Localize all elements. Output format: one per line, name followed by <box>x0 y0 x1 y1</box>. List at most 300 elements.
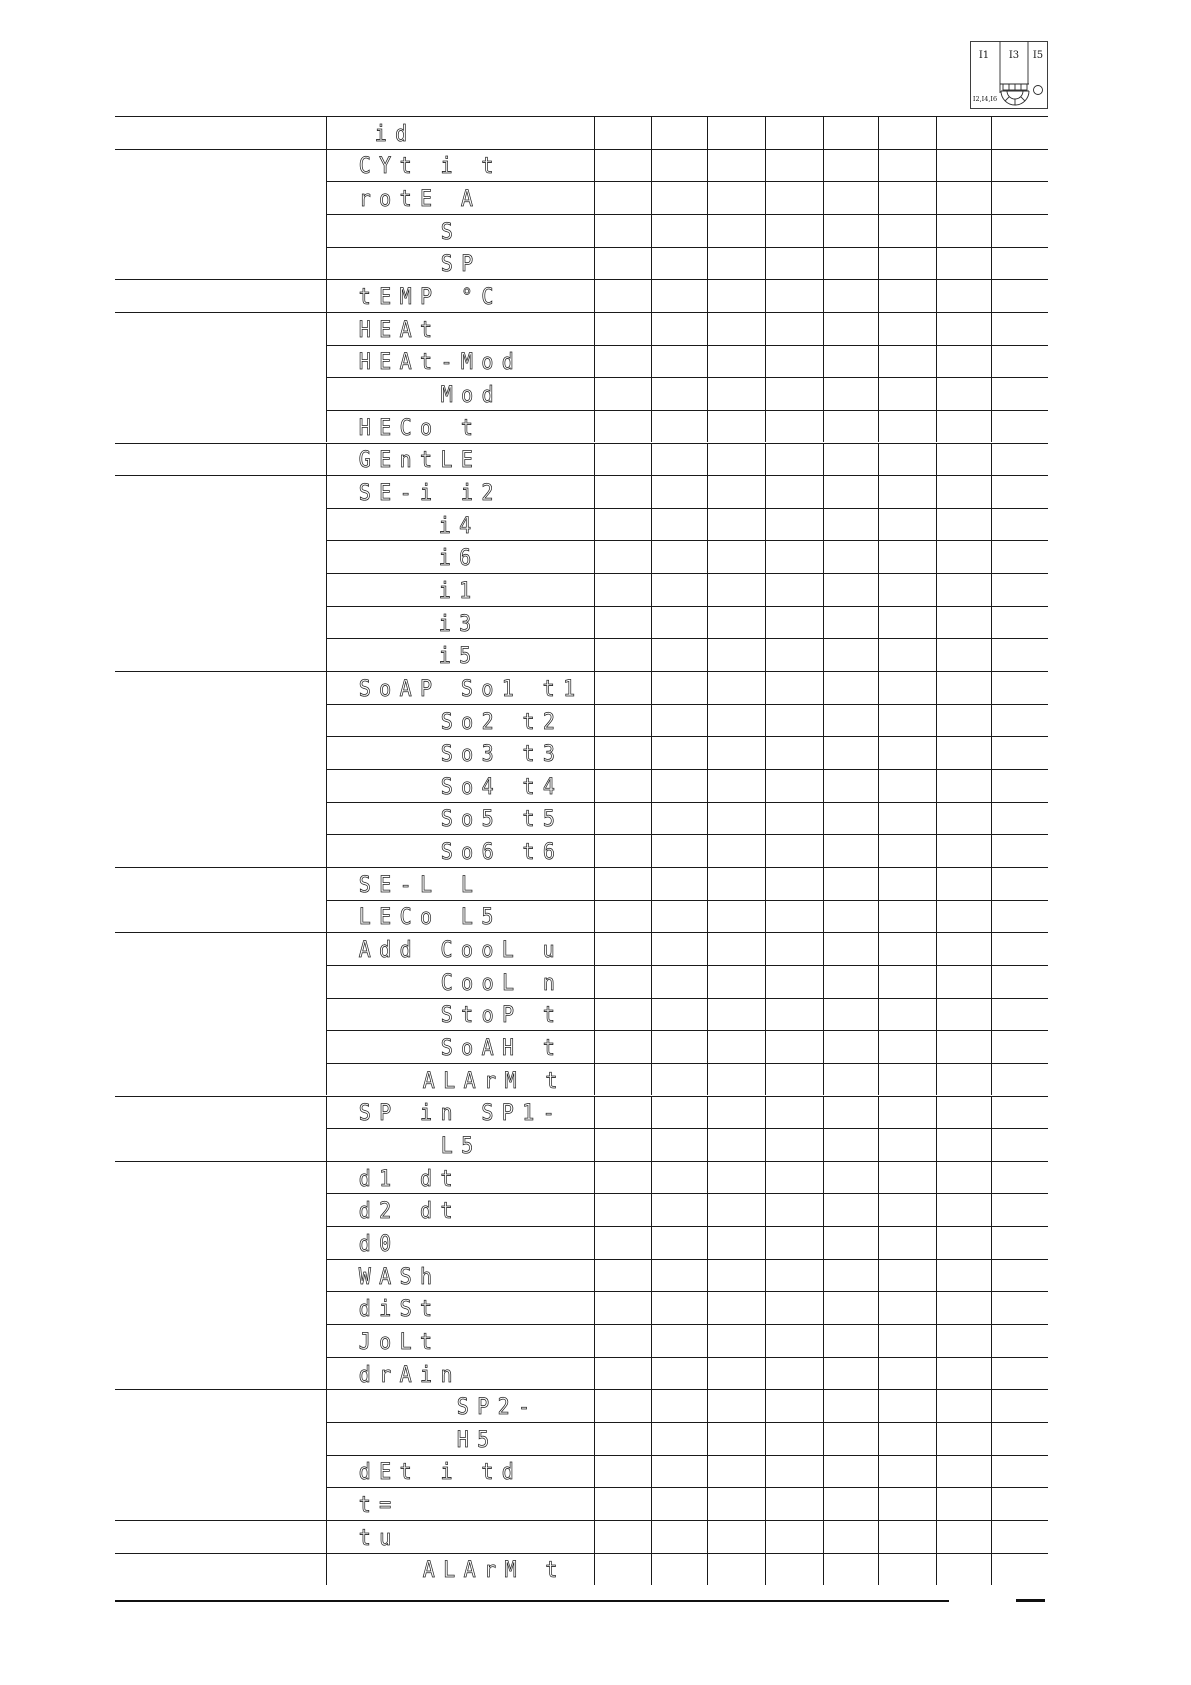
value-cell <box>991 1097 1048 1129</box>
display-code-cell <box>326 182 595 214</box>
value-cell <box>991 541 1048 573</box>
value-cell <box>936 1129 991 1161</box>
value-cell <box>936 476 991 508</box>
value-cell <box>936 1554 991 1586</box>
value-cell <box>991 509 1048 541</box>
value-cell <box>991 835 1048 867</box>
parameter-row <box>326 1193 1048 1226</box>
display-code: So6 t6 <box>440 837 564 865</box>
value-cell <box>823 313 878 345</box>
display-code-cell <box>326 1129 595 1161</box>
value-cell <box>878 737 936 769</box>
value-cell <box>594 313 651 345</box>
value-cell <box>823 1194 878 1226</box>
drum-spoke <box>1021 97 1025 101</box>
value-cell <box>823 1488 878 1520</box>
value-cell <box>878 672 936 704</box>
value-cell <box>823 1031 878 1063</box>
value-cell <box>991 966 1048 998</box>
display-code: L5 <box>440 1131 482 1159</box>
parameter-row <box>326 671 1048 704</box>
display-code-cell <box>326 1227 595 1259</box>
compartment-label-1: I1 <box>978 50 990 61</box>
parameter-row <box>326 834 1048 867</box>
display-code: id <box>374 119 416 147</box>
value-cell <box>936 1325 991 1357</box>
value-cell <box>936 803 991 835</box>
display-code: S <box>440 217 462 245</box>
value-cell <box>878 182 936 214</box>
value-cell <box>594 215 651 247</box>
parameter-row <box>326 867 1048 900</box>
value-cell <box>765 150 823 182</box>
group-label-cell <box>115 1096 326 1161</box>
display-code-cell <box>326 215 595 247</box>
value-cell <box>594 182 651 214</box>
value-cell <box>878 444 936 476</box>
display-code-cell <box>326 1097 595 1129</box>
parameter-row <box>326 1487 1048 1520</box>
parameter-row <box>326 1553 1048 1586</box>
parameter-row <box>326 1030 1048 1063</box>
value-cell <box>651 117 707 149</box>
display-code-cell <box>326 705 595 737</box>
value-cell <box>651 1227 707 1259</box>
value-cell <box>651 1129 707 1161</box>
parameter-row <box>326 965 1048 998</box>
value-cell <box>936 509 991 541</box>
value-cell <box>765 313 823 345</box>
display-code: SoAH t <box>440 1033 564 1061</box>
display-code-cell <box>326 901 595 933</box>
value-cell <box>765 1162 823 1194</box>
value-cell <box>765 509 823 541</box>
parameter-row <box>326 638 1048 671</box>
value-cell <box>765 705 823 737</box>
value-cell <box>707 1227 765 1259</box>
parameter-row <box>326 736 1048 769</box>
value-cell <box>594 1390 651 1422</box>
value-cell <box>651 1423 707 1455</box>
display-code-cell <box>326 868 595 900</box>
display-code-cell <box>326 835 595 867</box>
display-code-cell <box>326 737 595 769</box>
value-cell <box>651 705 707 737</box>
value-cell <box>878 803 936 835</box>
value-cell <box>765 346 823 378</box>
group-label-cell <box>115 1161 326 1390</box>
display-code: So5 t5 <box>440 805 564 832</box>
value-cell <box>707 1194 765 1226</box>
value-cell <box>594 1292 651 1324</box>
value-cell <box>651 411 707 443</box>
parameter-row <box>326 900 1048 933</box>
value-cell <box>878 901 936 933</box>
value-cell <box>651 1194 707 1226</box>
value-cell <box>765 1521 823 1553</box>
value-cell <box>991 150 1048 182</box>
value-cell <box>991 770 1048 802</box>
value-cell <box>936 933 991 965</box>
value-cell <box>707 1423 765 1455</box>
group-label-cell <box>115 867 326 932</box>
value-cell <box>651 1064 707 1096</box>
display-code-cell <box>326 639 595 671</box>
parameter-row <box>326 704 1048 737</box>
value-cell <box>823 770 878 802</box>
value-cell <box>991 1292 1048 1324</box>
value-cell <box>823 509 878 541</box>
value-cell <box>991 672 1048 704</box>
value-cell <box>707 835 765 867</box>
value-cell <box>823 1456 878 1488</box>
display-code: StoP t <box>440 1000 564 1028</box>
value-cell <box>765 1031 823 1063</box>
value-cell <box>991 999 1048 1031</box>
compartment-label-5: I5 <box>1032 50 1044 61</box>
value-cell <box>651 248 707 280</box>
display-code-cell <box>326 1456 595 1488</box>
display-code: i1 <box>438 576 480 604</box>
value-cell <box>991 411 1048 443</box>
value-cell <box>707 313 765 345</box>
value-cell <box>823 835 878 867</box>
display-code-cell <box>326 541 595 573</box>
value-cell <box>878 1194 936 1226</box>
value-cell <box>594 1521 651 1553</box>
value-cell <box>936 444 991 476</box>
value-cell <box>878 378 936 410</box>
value-cell <box>823 444 878 476</box>
value-cell <box>594 835 651 867</box>
display-code: tEMP °C <box>358 282 502 310</box>
value-cell <box>594 411 651 443</box>
value-cell <box>823 966 878 998</box>
value-cell <box>765 182 823 214</box>
value-cell <box>707 1260 765 1292</box>
page-number-rule <box>1016 1599 1045 1602</box>
value-cell <box>878 1456 936 1488</box>
value-cell <box>823 1554 878 1586</box>
value-cell <box>651 1390 707 1422</box>
value-cell <box>594 1488 651 1520</box>
value-cell <box>594 1260 651 1292</box>
value-cell <box>823 737 878 769</box>
value-cell <box>765 1325 823 1357</box>
value-cell <box>707 901 765 933</box>
value-cell <box>936 1162 991 1194</box>
value-cell <box>878 574 936 606</box>
parameter-row <box>326 1226 1048 1259</box>
value-cell <box>823 1521 878 1553</box>
value-cell <box>594 1129 651 1161</box>
display-code-cell <box>326 803 595 835</box>
value-cell <box>594 672 651 704</box>
parameter-row <box>326 1063 1048 1096</box>
value-cell <box>651 509 707 541</box>
value-cell <box>936 705 991 737</box>
value-cell <box>651 901 707 933</box>
value-cell <box>878 705 936 737</box>
value-cell <box>878 639 936 671</box>
value-cell <box>823 672 878 704</box>
value-cell <box>878 999 936 1031</box>
value-cell <box>936 378 991 410</box>
value-cell <box>936 411 991 443</box>
value-cell <box>707 672 765 704</box>
value-cell <box>936 966 991 998</box>
value-cell <box>765 966 823 998</box>
value-cell <box>878 1390 936 1422</box>
drum-spoke <box>1005 97 1009 101</box>
display-code-cell <box>326 1554 595 1586</box>
value-cell <box>991 1488 1048 1520</box>
value-cell <box>765 378 823 410</box>
value-cell <box>823 1358 878 1390</box>
parameter-row <box>326 247 1048 280</box>
display-code: i6 <box>438 543 480 571</box>
display-code-cell <box>326 607 595 639</box>
value-cell <box>651 672 707 704</box>
display-code: CooL n <box>440 968 564 996</box>
display-code: t= <box>358 1490 400 1518</box>
value-cell <box>594 1554 651 1586</box>
value-cell <box>651 150 707 182</box>
value-cell <box>991 1521 1048 1553</box>
value-cell <box>707 346 765 378</box>
value-cell <box>707 444 765 476</box>
parameter-row <box>326 606 1048 639</box>
display-code-cell <box>326 933 595 965</box>
compartment-label-lower: I2,I4,I6 <box>972 95 998 103</box>
value-cell <box>765 1488 823 1520</box>
display-code-cell <box>326 378 595 410</box>
value-cell <box>707 933 765 965</box>
display-code-cell <box>326 150 595 182</box>
value-cell <box>707 999 765 1031</box>
display-code: HEAt-Mod <box>358 347 523 375</box>
value-cell <box>936 574 991 606</box>
value-cell <box>651 1358 707 1390</box>
display-code: GEntLE <box>358 445 482 473</box>
value-cell <box>765 411 823 443</box>
value-cell <box>594 901 651 933</box>
value-cell <box>651 444 707 476</box>
value-cell <box>765 117 823 149</box>
value-cell <box>936 182 991 214</box>
display-code-cell <box>326 1194 595 1226</box>
display-code: SE-i i2 <box>358 478 502 506</box>
value-cell <box>594 1194 651 1226</box>
display-code-cell <box>326 117 595 149</box>
value-cell <box>936 835 991 867</box>
value-cell <box>936 248 991 280</box>
value-cell <box>594 803 651 835</box>
display-code: JoLt <box>358 1327 441 1355</box>
value-cell <box>991 444 1048 476</box>
value-cell <box>765 1129 823 1161</box>
parameter-row <box>326 149 1048 182</box>
value-cell <box>823 182 878 214</box>
value-cell <box>823 705 878 737</box>
value-cell <box>936 1358 991 1390</box>
value-cell <box>707 803 765 835</box>
display-code: tu <box>358 1523 400 1551</box>
value-cell <box>991 901 1048 933</box>
display-code: CYt i t <box>358 152 502 179</box>
value-cell <box>765 803 823 835</box>
value-cell <box>707 607 765 639</box>
value-cell <box>765 1260 823 1292</box>
parameter-row <box>326 1520 1048 1553</box>
value-cell <box>594 248 651 280</box>
parameter-row <box>326 998 1048 1031</box>
display-code: diSt <box>358 1294 441 1322</box>
value-cell <box>823 639 878 671</box>
value-cell <box>823 803 878 835</box>
parameter-row <box>326 1096 1048 1129</box>
value-cell <box>991 280 1048 312</box>
value-cell <box>991 378 1048 410</box>
value-cell <box>823 574 878 606</box>
display-code-cell <box>326 966 595 998</box>
value-cell <box>823 541 878 573</box>
value-cell <box>765 607 823 639</box>
value-cell <box>991 1064 1048 1096</box>
value-cell <box>823 378 878 410</box>
parameter-row <box>326 1455 1048 1488</box>
value-cell <box>651 1260 707 1292</box>
value-cell <box>594 541 651 573</box>
display-code: LECo L5 <box>358 902 502 930</box>
value-cell <box>936 313 991 345</box>
value-cell <box>765 1456 823 1488</box>
value-cell <box>594 933 651 965</box>
value-cell <box>936 150 991 182</box>
value-cell <box>765 1292 823 1324</box>
value-cell <box>594 639 651 671</box>
value-cell <box>651 999 707 1031</box>
display-code-cell <box>326 509 595 541</box>
display-code: So2 t2 <box>440 707 564 734</box>
value-cell <box>823 248 878 280</box>
value-cell <box>936 639 991 671</box>
value-cell <box>594 737 651 769</box>
value-cell <box>651 770 707 802</box>
value-cell <box>991 1358 1048 1390</box>
value-cell <box>991 1194 1048 1226</box>
value-cell <box>594 1031 651 1063</box>
value-cell <box>765 574 823 606</box>
value-cell <box>594 574 651 606</box>
value-cell <box>991 574 1048 606</box>
value-cell <box>765 476 823 508</box>
value-cell <box>594 476 651 508</box>
display-code: SE-L L <box>358 870 482 898</box>
machine-compartment-diagram-icon <box>970 41 1048 109</box>
value-cell <box>707 737 765 769</box>
value-cell <box>594 117 651 149</box>
display-code-cell <box>326 1358 595 1390</box>
group-label-cell <box>115 1553 326 1586</box>
value-cell <box>936 1097 991 1129</box>
value-cell <box>651 835 707 867</box>
value-cell <box>991 313 1048 345</box>
value-cell <box>936 1031 991 1063</box>
value-cell <box>823 1260 878 1292</box>
value-cell <box>936 737 991 769</box>
display-code: d0 <box>358 1229 400 1257</box>
value-cell <box>823 901 878 933</box>
display-code-cell <box>326 444 595 476</box>
display-code-cell <box>326 346 595 378</box>
group-label-cell <box>115 116 326 149</box>
value-cell <box>594 705 651 737</box>
value-cell <box>594 378 651 410</box>
display-code: H5 <box>456 1425 498 1453</box>
value-cell <box>878 248 936 280</box>
value-cell <box>707 1097 765 1129</box>
group-label-cell <box>115 1520 326 1553</box>
value-cell <box>878 1227 936 1259</box>
value-cell <box>594 346 651 378</box>
value-cell <box>594 150 651 182</box>
value-cell <box>707 1390 765 1422</box>
parameter-row <box>326 769 1048 802</box>
value-cell <box>991 737 1048 769</box>
value-cell <box>594 1227 651 1259</box>
value-cell <box>878 411 936 443</box>
value-cell <box>651 574 707 606</box>
display-code: SoAP So1 t1 <box>358 674 584 702</box>
value-cell <box>594 1097 651 1129</box>
footer-rule <box>115 1600 949 1602</box>
value-cell <box>991 639 1048 671</box>
parameter-table <box>115 116 1048 1586</box>
value-cell <box>707 541 765 573</box>
display-code-cell <box>326 574 595 606</box>
value-cell <box>878 1292 936 1324</box>
value-cell <box>651 182 707 214</box>
value-cell <box>991 1390 1048 1422</box>
value-cell <box>594 444 651 476</box>
value-cell <box>651 378 707 410</box>
display-code: HECo t <box>358 413 482 441</box>
value-cell <box>651 313 707 345</box>
value-cell <box>936 215 991 247</box>
value-cell <box>651 1097 707 1129</box>
parameter-row <box>326 1324 1048 1357</box>
value-cell <box>707 280 765 312</box>
value-cell <box>823 1325 878 1357</box>
value-cell <box>878 313 936 345</box>
value-cell <box>594 999 651 1031</box>
display-code: i4 <box>438 511 480 539</box>
value-cell <box>707 150 765 182</box>
value-cell <box>936 1064 991 1096</box>
display-code-cell <box>326 1260 595 1292</box>
display-code: Mod <box>440 380 503 408</box>
value-cell <box>651 607 707 639</box>
display-code-cell <box>326 1521 595 1553</box>
value-cell <box>594 280 651 312</box>
value-cell <box>765 280 823 312</box>
value-cell <box>878 1554 936 1586</box>
parameter-row <box>326 1128 1048 1161</box>
value-cell <box>594 1456 651 1488</box>
value-cell <box>707 868 765 900</box>
value-cell <box>707 117 765 149</box>
